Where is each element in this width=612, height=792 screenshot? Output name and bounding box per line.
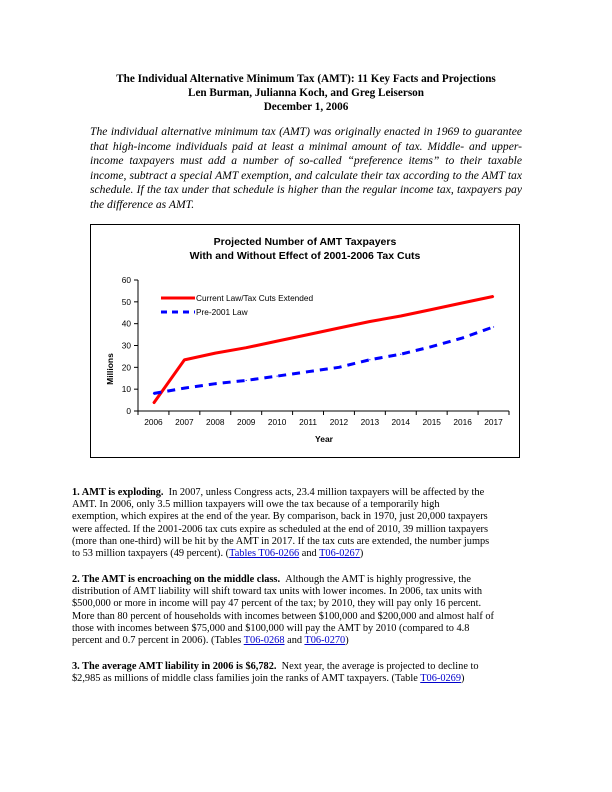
section-2-line-4: More than 80 percent of households with incomes between $100,000 and $200,000 and almost half of	[72, 610, 494, 622]
data-point-pre-2001-law	[153, 393, 154, 394]
data-point-pre-2001-law	[431, 346, 432, 347]
data-point-current-law	[400, 315, 401, 316]
section-1-line-5: (more than one-third) will be hit by the AMT in 2017. If the tax cuts are extended, the number jumps	[72, 535, 490, 547]
link-table-t06-0267[interactable]: T06-0267	[319, 548, 360, 560]
section-1-line-2: AMT. In 2006, only 3.5 million taxpayers will owe the tax because of a temporarily high	[72, 499, 440, 511]
document-title: The Individual Alternative Minimum Tax (AMT): 11 Key Facts and Projections	[116, 73, 496, 85]
data-point-current-law	[493, 296, 494, 297]
data-point-pre-2001-law	[369, 359, 370, 360]
section-1-line-1: In 2007, unless Congress acts, 23.4 million taxpayers will be affected by the	[168, 487, 485, 498]
section-3-line-end: )	[461, 673, 465, 685]
data-point-pre-2001-law	[215, 383, 216, 384]
y-tick-label: 60	[121, 275, 131, 285]
data-point-current-law	[307, 334, 308, 335]
document-date: December 1, 2006	[263, 101, 349, 113]
chart-svg	[91, 225, 519, 457]
chart-legend	[161, 293, 314, 317]
x-tick-label: 2007	[175, 417, 194, 427]
section-2-heading: 2. The AMT is encroaching on the middle class.	[72, 574, 281, 585]
y-tick-label: 30	[121, 340, 131, 351]
x-tick-label: 2013	[360, 417, 380, 427]
x-axis-label: Year	[315, 434, 333, 444]
section-2-line-5: those with incomes between $75,000 and $100,000 will pay the AMT by 2010 (compared to 4.8	[72, 622, 470, 634]
legend-label-current-law: Current Law/Tax Cuts Extended	[196, 293, 314, 303]
data-point-current-law	[184, 359, 185, 360]
y-tick-label: 0	[126, 406, 131, 416]
link-table-t06-0270[interactable]: T06-0270	[304, 635, 346, 647]
section-1-line-end: )	[359, 548, 364, 560]
data-point-current-law	[338, 327, 339, 328]
data-point-current-law	[431, 309, 432, 310]
data-point-current-law	[246, 347, 247, 348]
x-tick-label: 2011	[299, 417, 317, 427]
y-tick-label: 20	[121, 362, 131, 373]
y-tick-label: 40	[121, 318, 131, 329]
x-tick-label: 2015	[422, 417, 441, 427]
section-2-line-6: percent and 0.7 percent in 2006). (Tables	[72, 635, 244, 647]
data-point-current-law	[369, 321, 370, 322]
section-2-line-1: Although the AMT is highly progressive, the	[285, 574, 471, 585]
legend-label-pre-2001-law: Pre-2001 Law	[196, 307, 248, 317]
x-tick-label: 2008	[206, 417, 225, 427]
amt-taxpayers-chart	[90, 224, 520, 458]
section-2-line-2: distribution of AMT liability will shift toward tax units with lower incomes. In 2006, tax units with	[72, 586, 483, 598]
intro-paragraph: The individual alternative minimum tax (AMT) was originally enacted in 1969 to guarantee that high-income individuals paid at least a minimal amount of tax. Middle- and upper-income taxpayers must add a number of so-called “preference items” to their taxable income, subtract a special AMT exemption, and calculate their tax according to the AMT tax schedule. If the tax under that schedule is higher than the regular income tax, taxpayers pay the difference as AMT.	[90, 125, 522, 211]
link-table-t06-0268[interactable]: T06-0268	[243, 635, 285, 647]
data-point-current-law	[277, 341, 278, 342]
data-point-pre-2001-law	[400, 354, 401, 355]
document-header	[0, 72, 612, 114]
section-3-line-2: $2,985 as millions of middle class families join the ranks of AMT taxpayers. (Table	[72, 673, 421, 685]
x-tick-label: 2017	[484, 417, 503, 427]
x-tick-label: 2006	[144, 417, 163, 427]
chart-title: Projected Number of AMT Taxpayers	[213, 236, 397, 248]
data-point-current-law	[153, 403, 154, 404]
link-table-t06-0269[interactable]: T06-0269	[420, 673, 462, 685]
x-tick-label: 2010	[267, 417, 287, 427]
x-tick-label: 2016	[453, 417, 472, 427]
data-point-pre-2001-law	[338, 367, 339, 368]
data-point-pre-2001-law	[462, 337, 463, 338]
section-2-line-end: )	[345, 635, 349, 647]
section-1-heading: 1. AMT is exploding.	[72, 487, 164, 498]
section-3-heading: 3. The average AMT liability in 2006 is $6,782.	[72, 661, 277, 672]
y-axis-label: Millions	[105, 353, 115, 385]
data-point-pre-2001-law	[277, 375, 278, 376]
chart-subtitle: With and Without Effect of 2001-2006 Tax Cuts	[189, 250, 421, 262]
section-2	[72, 574, 526, 647]
section-1-line-4: were affected. If the 2001-2006 tax cuts expire as scheduled at the end of 2010, 39 million taxpayers	[72, 523, 489, 535]
section-2-link-joiner: and	[284, 635, 305, 647]
document-authors: Len Burman, Julianna Koch, and Greg Leiserson	[187, 87, 424, 99]
series-line-pre-2001-law	[154, 327, 494, 394]
data-point-pre-2001-law	[307, 371, 308, 372]
section-1-line-3: exemption, which expires at the end of the year. By comparison, back in 1970, just 20,000 taxpayers	[72, 511, 488, 523]
data-point-pre-2001-law	[246, 380, 247, 381]
link-table-t06-0266[interactable]: Tables T06-0266	[229, 548, 300, 560]
section-3	[72, 661, 526, 685]
section-1-link-joiner: and	[299, 548, 320, 560]
data-point-current-law	[462, 302, 463, 303]
y-tick-label: 50	[121, 296, 131, 307]
section-1	[72, 487, 526, 560]
data-point-pre-2001-law	[493, 326, 494, 327]
x-tick-label: 2014	[391, 417, 411, 427]
section-1-line-6: to 53 million taxpayers (49 percent). (	[72, 548, 230, 560]
section-2-line-3: $500,000 or more in income will pay 47 percent of the tax; by 2010, they will pay only 16 percent.	[72, 598, 482, 610]
data-point-current-law	[215, 353, 216, 354]
x-tick-label: 2012	[329, 417, 349, 427]
y-tick-label: 10	[121, 384, 131, 395]
section-3-line-1: Next year, the average is projected to decline to	[281, 661, 479, 672]
data-point-pre-2001-law	[184, 387, 185, 388]
x-tick-label: 2009	[236, 417, 256, 427]
